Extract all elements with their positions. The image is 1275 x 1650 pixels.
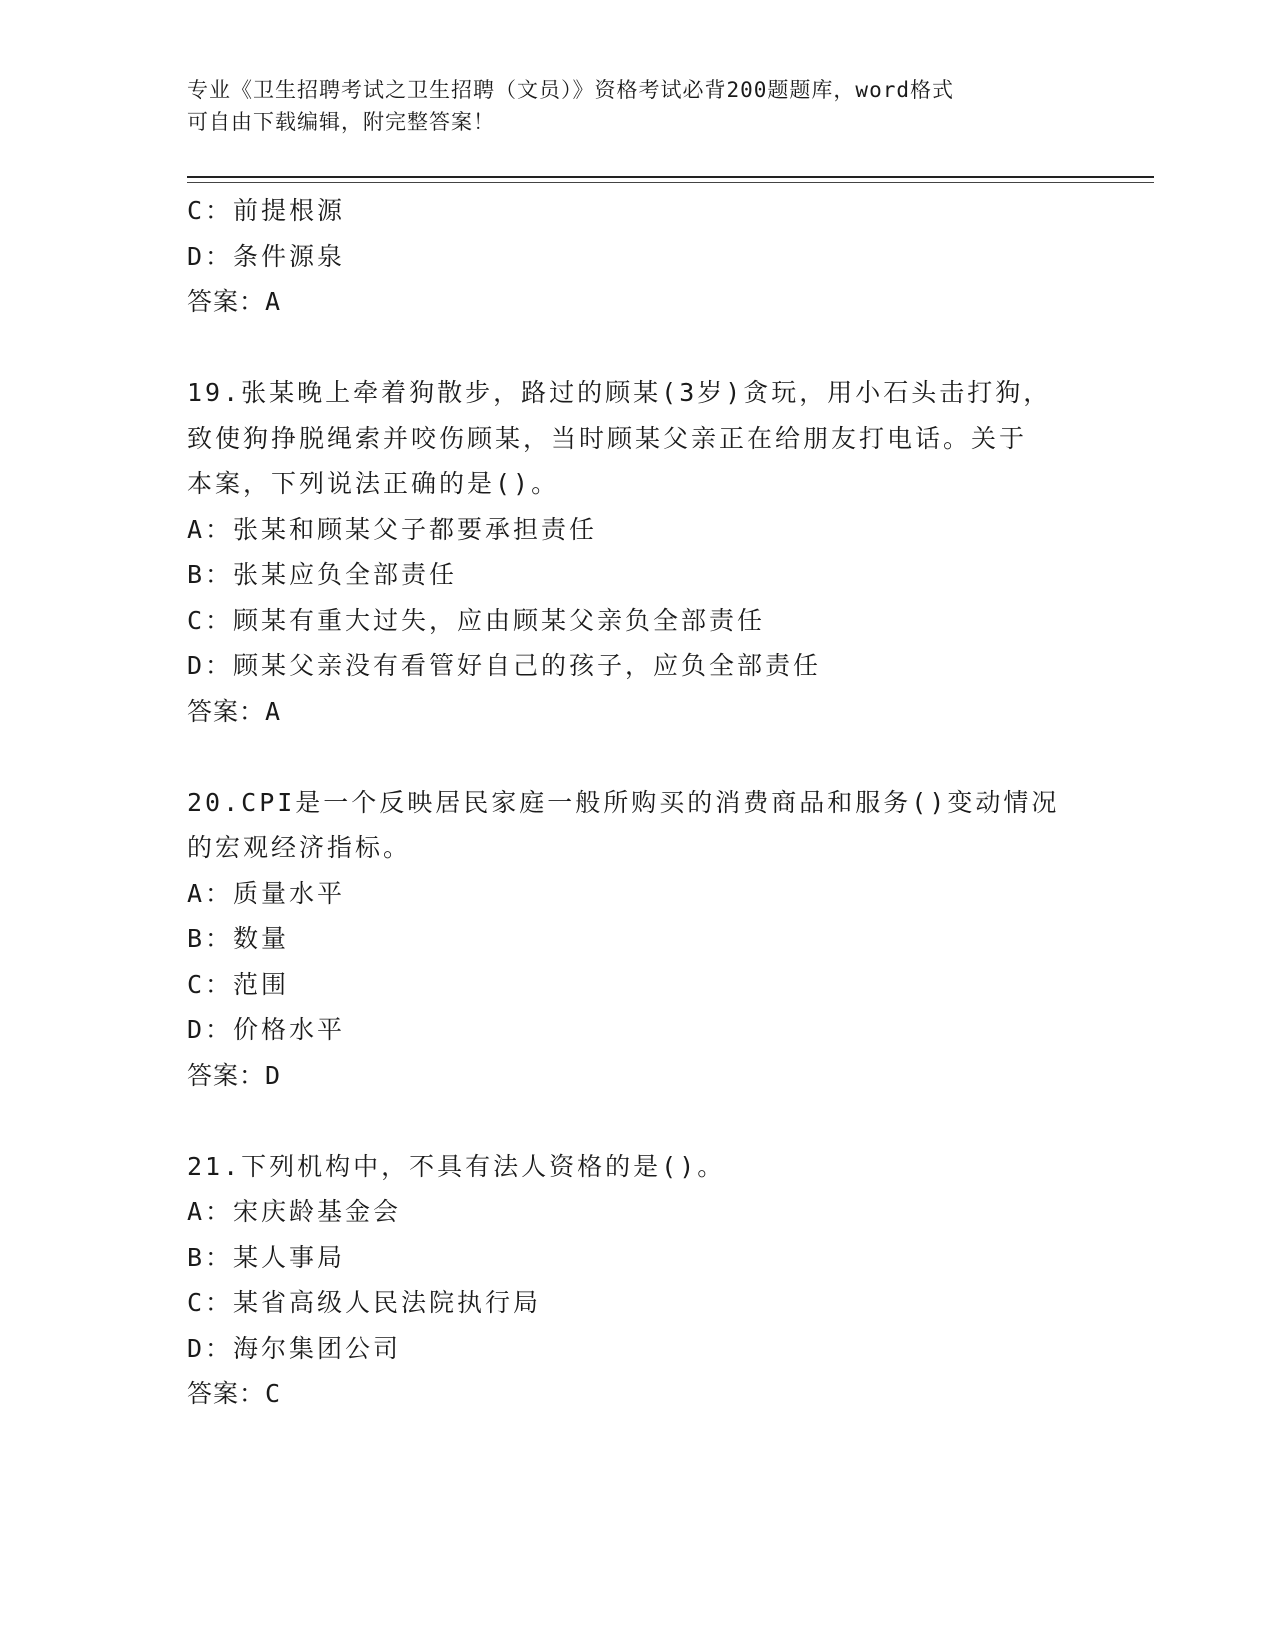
spacer: [187, 734, 1087, 780]
header-line-2: 可自由下载编辑，附完整答案！: [187, 110, 495, 134]
header-divider-thick: [187, 176, 1154, 178]
option-a: A：质量水平: [187, 878, 346, 908]
question-19: [187, 370, 1087, 734]
option-b: B：数量: [187, 924, 290, 953]
option-d: D：条件源泉: [187, 241, 346, 271]
option-d: D：海尔集团公司: [187, 1333, 402, 1363]
answer-line: 答案：A: [187, 696, 282, 726]
option-a: A：张某和顾某父子都要承担责任: [187, 514, 598, 544]
question-stem-line: 21.下列机构中，不具有法人资格的是()。: [187, 1151, 726, 1181]
option-a: A：宋庆龄基金会: [187, 1197, 402, 1226]
answer-line: 答案：D: [187, 1060, 282, 1090]
option-c: C：前提根源: [187, 196, 346, 225]
spacer: [187, 325, 1087, 371]
option-b: B：张某应负全部责任: [187, 560, 458, 589]
header-line-1: 专业《卫生招聘考试之卫生招聘（文员）》资格考试必背200题题库，word格式: [187, 78, 954, 102]
question-stem-line: 本案，下列说法正确的是()。: [187, 469, 560, 498]
previous-question-tail: [187, 188, 1087, 325]
question-21: [187, 1144, 1087, 1417]
answer-line: 答案：A: [187, 287, 282, 316]
document-header: [187, 74, 1087, 138]
question-20: [187, 780, 1087, 1099]
question-stem-line: 的宏观经济指标。: [187, 833, 412, 862]
question-stem-line: 20.CPI是一个反映居民家庭一般所购买的消费商品和服务()变动情况: [187, 787, 1060, 817]
option-d: D：价格水平: [187, 1015, 346, 1044]
answer-line: 答案：C: [187, 1379, 282, 1408]
option-c: C：顾某有重大过失，应由顾某父亲负全部责任: [187, 605, 766, 635]
question-stem-line: 致使狗挣脱绳索并咬伤顾某，当时顾某父亲正在给朋友打电话。关于: [187, 423, 1028, 453]
question-content: [187, 188, 1087, 1417]
question-stem-line: 19.张某晚上牵着狗散步，路过的顾某(3岁)贪玩，用小石头击打狗，: [187, 378, 1052, 407]
option-c: C：某省高级人民法院执行局: [187, 1288, 542, 1317]
spacer: [187, 1098, 1087, 1144]
option-b: B：某人事局: [187, 1242, 346, 1272]
option-c: C：范围: [187, 969, 290, 999]
header-divider-thin: [187, 182, 1154, 183]
option-d: D：顾某父亲没有看管好自己的孩子，应负全部责任: [187, 651, 822, 680]
